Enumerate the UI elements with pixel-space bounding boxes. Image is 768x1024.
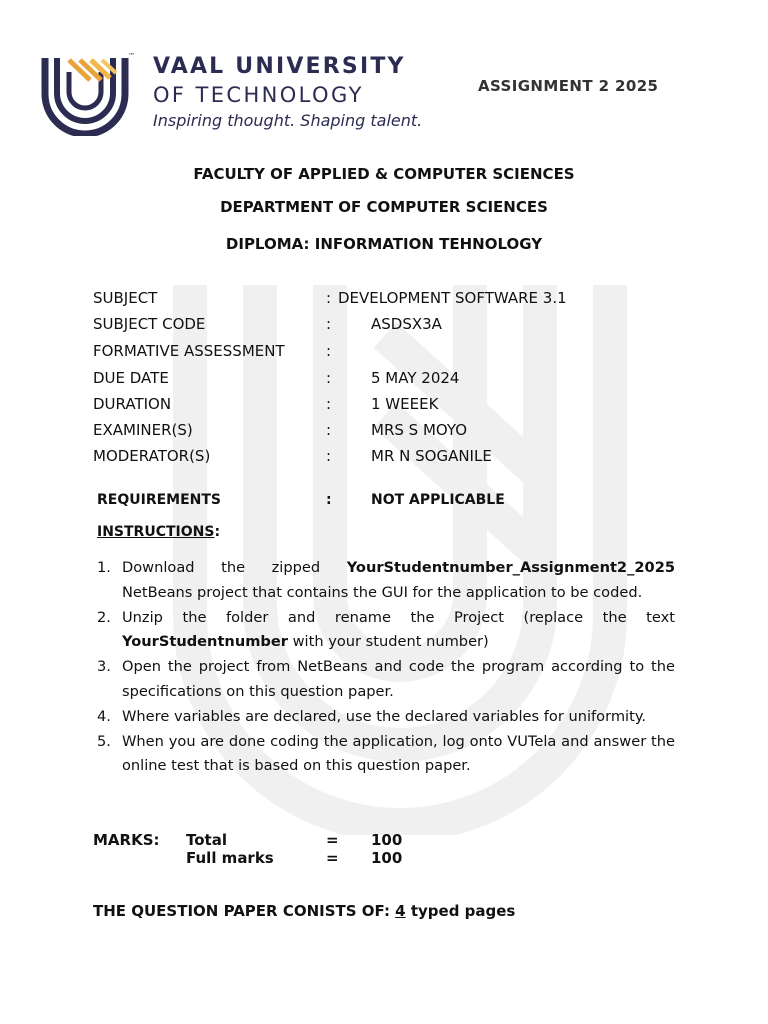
subject-code-colon: : xyxy=(326,315,332,333)
duration-colon: : xyxy=(326,395,332,413)
instruction-item xyxy=(95,556,675,605)
instruction-number: 4. xyxy=(97,707,111,725)
trademark-symbol: ™ xyxy=(128,52,135,60)
marks-full-label: Full marks xyxy=(186,849,274,867)
page-count-prefix: THE QUESTION PAPER CONISTS OF: xyxy=(93,902,396,920)
instruction-item xyxy=(95,655,675,704)
formative-assessment-colon: : xyxy=(326,342,332,360)
instructions-heading xyxy=(97,524,220,540)
page-count-statement xyxy=(93,902,515,920)
instruction-text: Where variables are declared, use the declared variables for uniformity. xyxy=(122,707,647,725)
marks-full-value: 100 xyxy=(371,849,403,867)
subject-code-value: ASDSX3A xyxy=(371,315,442,333)
examiner-label: EXAMINER(S) xyxy=(93,421,193,439)
marks-total-value: 100 xyxy=(371,831,403,849)
instruction-number: 3. xyxy=(97,658,111,675)
duration-value: 1 WEEEK xyxy=(371,395,439,413)
instruction-item xyxy=(95,705,675,730)
assignment-title: ASSIGNMENT 2 2025 xyxy=(478,77,659,95)
university-name-line2: OF TECHNOLOGY xyxy=(153,83,364,107)
instruction-text: Download the zipped xyxy=(122,559,347,576)
examiner-value: MRS S MOYO xyxy=(371,421,468,439)
instructions-list xyxy=(95,556,675,779)
requirements-value: NOT APPLICABLE xyxy=(371,492,505,508)
instruction-text-end: NetBeans project that contains the GUI for the application to be coded. xyxy=(122,583,643,601)
page-count-number: 4 xyxy=(395,902,406,920)
marks-total-label: Total xyxy=(186,831,227,849)
marks-label: MARKS: xyxy=(93,831,160,849)
instruction-text: Unzip the folder and rename the Project (replace the text xyxy=(122,608,675,626)
page-count-suffix: typed pages xyxy=(405,902,516,920)
duration-label: DURATION xyxy=(93,395,172,413)
marks-full-equals: = xyxy=(326,849,339,867)
university-logo-mark xyxy=(40,52,132,136)
instruction-text-end: with your student number) xyxy=(287,633,489,650)
due-date-label: DUE DATE xyxy=(93,369,169,387)
diploma-heading: DIPLOMA: INFORMATION TEHNOLOGY xyxy=(225,235,543,253)
department-heading: DEPARTMENT OF COMPUTER SCIENCES xyxy=(220,198,548,216)
examiner-colon: : xyxy=(326,421,332,439)
formative-assessment-label: FORMATIVE ASSESSMENT xyxy=(93,342,285,360)
instruction-bold-text: YourStudentnumber xyxy=(122,633,288,650)
moderator-value: MR N SOGANILE xyxy=(371,447,492,465)
instruction-text: When you are done coding the application, log onto VUTela and answer the online test that is based on this question paper. xyxy=(122,732,675,774)
instruction-text: Open the project from NetBeans and code the program according to the specifications on this question paper. xyxy=(122,658,675,700)
instruction-item xyxy=(95,730,675,779)
requirements-label: REQUIREMENTS xyxy=(97,492,222,508)
subject-code-label: SUBJECT CODE xyxy=(93,315,206,333)
due-date-value: 5 MAY 2024 xyxy=(371,369,460,387)
subject-value: DEVELOPMENT SOFTWARE 3.1 xyxy=(338,289,567,307)
marks-total-equals: = xyxy=(326,831,339,849)
faculty-heading: FACULTY OF APPLIED & COMPUTER SCIENCES xyxy=(193,165,575,183)
subject-label: SUBJECT xyxy=(93,289,158,307)
university-tagline: Inspiring thought. Shaping talent. xyxy=(153,111,423,130)
university-name-line1: VAAL UNIVERSITY xyxy=(153,54,406,79)
subject-colon: : xyxy=(326,289,332,307)
instruction-item xyxy=(95,606,675,655)
moderator-label: MODERATOR(S) xyxy=(93,447,211,465)
instruction-number: 5. xyxy=(97,732,111,750)
instruction-number: 2. xyxy=(97,608,111,626)
instructions-heading-colon: : xyxy=(214,524,221,540)
instructions-heading-text: INSTRUCTIONS xyxy=(97,524,215,540)
instruction-bold-text: YourStudentnumber_Assignment2_2025 xyxy=(346,559,675,576)
requirements-colon: : xyxy=(326,492,332,508)
instruction-number: 1. xyxy=(97,559,111,576)
moderator-colon: : xyxy=(326,447,332,465)
due-date-colon: : xyxy=(326,369,332,387)
